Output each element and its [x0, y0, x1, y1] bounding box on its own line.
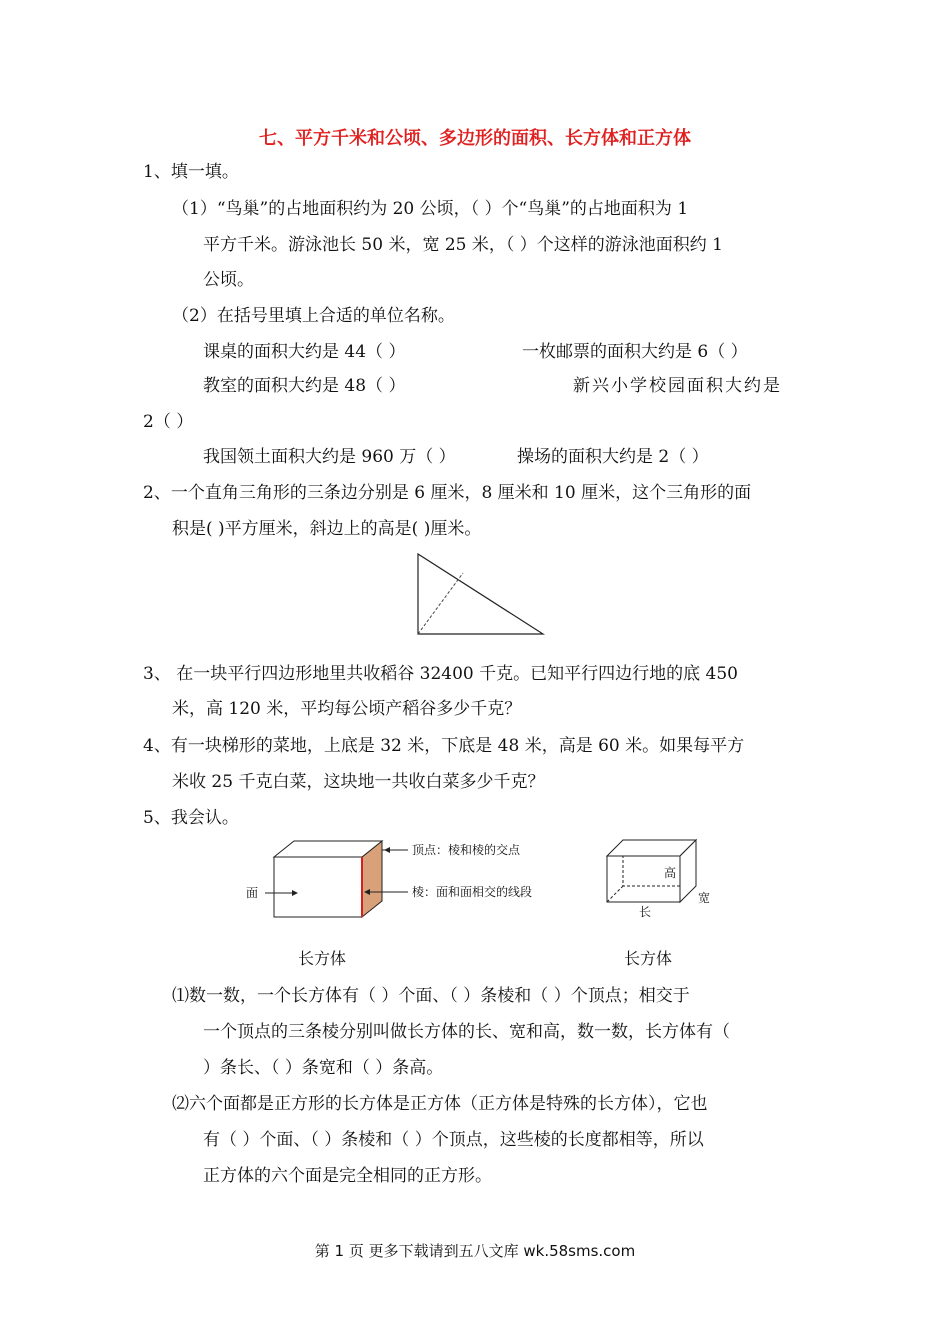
face-label: 面	[246, 886, 259, 900]
q1-p1-line1: （1）“鸟巢”的占地面积约为 20 公顷，（ ）个“鸟巢”的占地面积为 1	[172, 199, 689, 219]
q5-s1-line2: 一个顶点的三条棱分别叫做长方体的长、宽和高，数一数，长方体有（	[203, 1022, 730, 1042]
q1-row4-left: 我国领土面积大约是 960 万（ ）	[203, 447, 456, 467]
q4-line1: 4、有一块梯形的菜地，上底是 32 米，下底是 48 米，高是 60 米。如果每平方	[143, 736, 745, 756]
q1-p2: （2）在括号里填上合适的单位名称。	[172, 306, 455, 326]
q1-heading: 1、填一填。	[143, 162, 239, 182]
cuboid-figure-2	[595, 836, 725, 920]
page-footer: 第 1 页 更多下载请到五八文库 wk.58sms.com	[314, 1242, 636, 1260]
cuboid-caption-2: 长方体	[624, 949, 673, 968]
q5-s2-line2: 有（ ）个面、（ ）条棱和（ ）个顶点，这些棱的长度都相等，所以	[203, 1130, 704, 1150]
q2-line1: 2、一个直角三角形的三条边分别是 6 厘米，8 厘米和 10 厘米，这个三角形的面	[143, 483, 752, 503]
q1-p1-line3: 公顷。	[203, 270, 254, 290]
q4-line2: 米收 25 千克白菜，这块地一共收白菜多少千克？	[172, 772, 545, 792]
height-label: 高	[664, 866, 677, 880]
q1-row2-right: 新兴小学校园面积大约是	[573, 376, 782, 396]
q1-row4-right: 操场的面积大约是 2（ ）	[517, 447, 709, 467]
q3-line2: 米，高 120 米，平均每公顷产稻谷多少千克？	[172, 699, 522, 719]
page-title: 七、平方千米和公顷、多边形的面积、长方体和正方体	[259, 128, 691, 149]
vertex-label: 顶点：棱和棱的交点	[412, 843, 521, 857]
edge-label: 棱：面和面相交的线段	[412, 885, 533, 899]
q5-s2-line1: ⑵六个面都是正方形的长方体是正方体（正方体是特殊的长方体），它也	[172, 1094, 708, 1114]
q1-row1-left: 课桌的面积大约是 44（ ）	[203, 342, 406, 362]
q1-row3: 2（ ）	[143, 412, 194, 432]
q5-s2-line3: 正方体的六个面是完全相同的正方形。	[203, 1166, 492, 1186]
q5-heading: 5、我会认。	[143, 808, 239, 828]
length-label: 长	[639, 905, 652, 919]
right-triangle-figure	[410, 550, 550, 640]
width-label: 宽	[698, 891, 711, 905]
q2-line2: 积是( )平方厘米，斜边上的高是( )厘米。	[172, 519, 482, 539]
q1-row2-left: 教室的面积大约是 48（ ）	[203, 376, 406, 396]
q5-s1-line1: ⑴数一数，一个长方体有（ ）个面、（ ）条棱和（ ）个顶点；相交于	[172, 986, 690, 1006]
cuboid-caption-1: 长方体	[298, 949, 347, 968]
q1-row1-right: 一枚邮票的面积大约是 6（ ）	[522, 342, 748, 362]
cuboid-figure-1	[240, 830, 550, 922]
q3-line1: 3、 在一块平行四边形地里共收稻谷 32400 千克。已知平行四边行地的底 450	[143, 664, 738, 684]
q1-p1-line2: 平方千米。游泳池长 50 米，宽 25 米，（ ）个这样的游泳池面积约 1	[203, 235, 724, 255]
q5-s1-line3: ）条长、（ ）条宽和（ ）条高。	[203, 1058, 444, 1078]
